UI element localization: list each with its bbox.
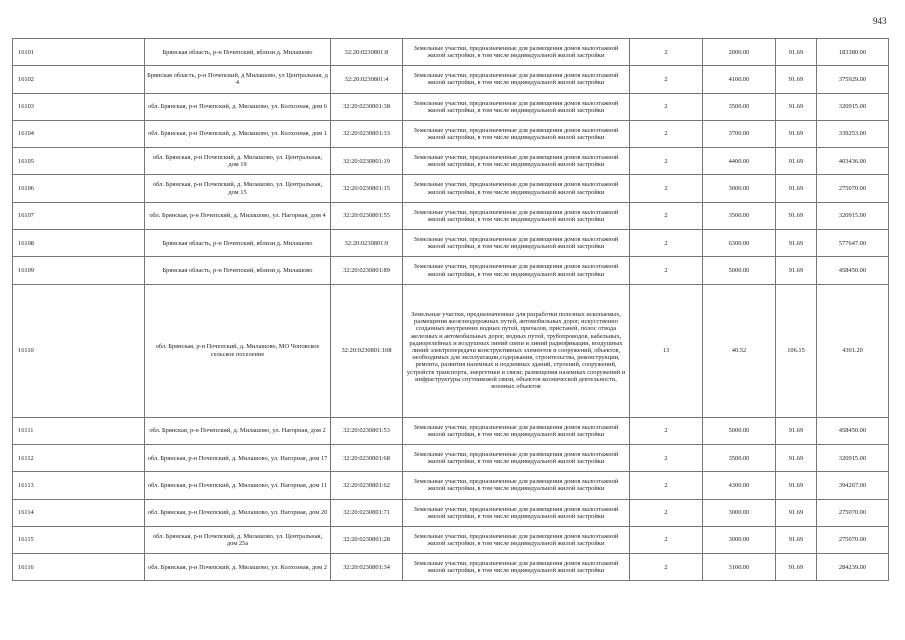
cadastral-number-cell: 32:20:0230801:71 <box>331 499 403 526</box>
cadastral-number-cell: 32:20:0230801:9 <box>331 230 403 257</box>
cadastral-number-cell: 32:20:0230801:33 <box>331 120 403 147</box>
cadastral-number-cell: 32:20:0230801:38 <box>331 93 403 120</box>
cadastral-number-cell: 32:20:0230801:62 <box>331 472 403 499</box>
cadastral-number-cell: 32:20:0230801:55 <box>331 202 403 229</box>
area-cell: 3000.00 <box>703 499 776 526</box>
group-code-cell: 2 <box>630 202 703 229</box>
table-row <box>13 417 889 444</box>
page-number: 943 <box>873 16 887 26</box>
cadastral-value-cell: 577647.00 <box>817 230 889 257</box>
address-cell: обл. Брянская, р-н Почепский, д. Милашово, ул. Центральная, дом 19 <box>145 148 331 175</box>
group-code-cell: 2 <box>630 444 703 471</box>
cadastral-value-cell: 4301.20 <box>817 284 889 417</box>
area-cell: 5000.00 <box>703 417 776 444</box>
area-cell: 4100.00 <box>703 66 776 93</box>
cadastral-value-cell: 403436.00 <box>817 148 889 175</box>
cadastral-value-cell: 275070.00 <box>817 499 889 526</box>
specific-value-cell: 91.69 <box>776 417 817 444</box>
land-use-category-cell: Земельные участки, предназначенные для размещения домов малоэтажной жилой застройки, в том числе индивидуальной жилой застройки <box>403 148 630 175</box>
record-number: 16110 <box>13 284 145 417</box>
table-row <box>13 284 889 417</box>
table-row <box>13 120 889 147</box>
cadastral-value-cell: 275070.00 <box>817 175 889 202</box>
specific-value-cell: 91.69 <box>776 444 817 471</box>
land-use-category-cell: Земельные участки, предназначенные для размещения домов малоэтажной жилой застройки, в том числе индивидуальной жилой застройки <box>403 66 630 93</box>
cadastral-value-cell: 458450.00 <box>817 417 889 444</box>
record-number: 16115 <box>13 526 145 553</box>
specific-value-cell: 91.69 <box>776 499 817 526</box>
record-number: 16101 <box>13 39 145 66</box>
area-cell: 2000.00 <box>703 39 776 66</box>
area-cell: 3000.00 <box>703 526 776 553</box>
record-number: 16114 <box>13 499 145 526</box>
address-cell: обл. Брянская, р-н Почепский, д. Милашово, ул. Нагорная, дом 17 <box>145 444 331 471</box>
cadastral-value-cell: 375929.00 <box>817 66 889 93</box>
group-code-cell: 2 <box>630 526 703 553</box>
cadastral-value-cell: 275070.00 <box>817 526 889 553</box>
group-code-cell: 2 <box>630 175 703 202</box>
group-code-cell: 2 <box>630 472 703 499</box>
specific-value-cell: 91.69 <box>776 202 817 229</box>
table-row <box>13 230 889 257</box>
land-use-category-cell: Земельные участки, предназначенные для размещения домов малоэтажной жилой застройки, в том числе индивидуальной жилой застройки <box>403 202 630 229</box>
cadastral-value-cell: 320915.00 <box>817 444 889 471</box>
specific-value-cell: 91.69 <box>776 93 817 120</box>
cadastral-number-cell: 32:20:0230801:8 <box>331 39 403 66</box>
address-cell: Брянская область, р-н Почепский, вблизи д. Милашово <box>145 257 331 284</box>
cadastral-value-cell: 394267.00 <box>817 472 889 499</box>
cadastral-number-cell: 32:20:0230801:28 <box>331 526 403 553</box>
land-use-category-cell: Земельные участки, предназначенные для размещения домов малоэтажной жилой застройки, в том числе индивидуальной жилой застройки <box>403 554 630 581</box>
specific-value-cell: 91.69 <box>776 472 817 499</box>
group-code-cell: 2 <box>630 499 703 526</box>
specific-value-cell: 106.15 <box>776 284 817 417</box>
address-cell: обл. Брянская, р-н Почепский, д. Милашово, ул. Колхозная, дом 1 <box>145 120 331 147</box>
cadastral-value-cell: 284239.00 <box>817 554 889 581</box>
cadastral-number-cell: 32:20:0230801:53 <box>331 417 403 444</box>
group-code-cell: 2 <box>630 148 703 175</box>
group-code-cell: 2 <box>630 230 703 257</box>
specific-value-cell: 91.69 <box>776 39 817 66</box>
record-number: 16105 <box>13 148 145 175</box>
record-number: 16107 <box>13 202 145 229</box>
table-row <box>13 175 889 202</box>
address-cell: обл. Брянская, р-н Почепский, д. Милашово, ул. Центральная, дом 15 <box>145 175 331 202</box>
area-cell: 4300.00 <box>703 472 776 499</box>
cadastral-number-cell: 32:20:0230801:89 <box>331 257 403 284</box>
area-cell: 3500.00 <box>703 444 776 471</box>
table-row <box>13 202 889 229</box>
table-row <box>13 66 889 93</box>
land-use-category-cell: Земельные участки, предназначенные для размещения домов малоэтажной жилой застройки, в том числе индивидуальной жилой застройки <box>403 93 630 120</box>
table-row <box>13 499 889 526</box>
area-cell: 5000.00 <box>703 257 776 284</box>
record-number: 16108 <box>13 230 145 257</box>
land-use-category-cell: Земельные участки, предназначенные для размещения домов малоэтажной жилой застройки, в том числе индивидуальной жилой застройки <box>403 175 630 202</box>
record-number: 16103 <box>13 93 145 120</box>
area-cell: 3500.00 <box>703 202 776 229</box>
table-row <box>13 39 889 66</box>
record-number: 16109 <box>13 257 145 284</box>
table-row <box>13 526 889 553</box>
group-code-cell: 2 <box>630 417 703 444</box>
land-use-category-cell: Земельные участки, предназначенные для размещения домов малоэтажной жилой застройки, в том числе индивидуальной жилой застройки <box>403 120 630 147</box>
cadastral-number-cell: 32:20:0230801:68 <box>331 444 403 471</box>
cadastral-value-cell: 320915.00 <box>817 93 889 120</box>
address-cell: обл. Брянская, р-н Почепский, д. Милашово, ул. Центральная, дом 25а <box>145 526 331 553</box>
group-code-cell: 2 <box>630 93 703 120</box>
specific-value-cell: 91.69 <box>776 66 817 93</box>
cadastral-value-cell: 183380.00 <box>817 39 889 66</box>
specific-value-cell: 91.69 <box>776 230 817 257</box>
group-code-cell: 2 <box>630 554 703 581</box>
specific-value-cell: 91.69 <box>776 148 817 175</box>
record-number: 16104 <box>13 120 145 147</box>
cadastral-number-cell: 32:20:0230801:15 <box>331 175 403 202</box>
specific-value-cell: 91.69 <box>776 120 817 147</box>
cadastral-value-cell: 320915.00 <box>817 202 889 229</box>
table-row <box>13 554 889 581</box>
table-body <box>13 39 889 581</box>
group-code-cell: 2 <box>630 39 703 66</box>
land-use-category-cell: Земельные участки, предназначенные для размещения домов малоэтажной жилой застройки, в том числе индивидуальной жилой застройки <box>403 526 630 553</box>
area-cell: 6300.00 <box>703 230 776 257</box>
record-number: 16102 <box>13 66 145 93</box>
address-cell: Брянская область, р-н Почепский, д Милашово, ул Центральная, д 4 <box>145 66 331 93</box>
cadastral-value-cell: 458450.00 <box>817 257 889 284</box>
land-use-category-cell: Земельные участки, предназначенные для размещения домов малоэтажной жилой застройки, в том числе индивидуальной жилой застройки <box>403 230 630 257</box>
land-use-category-cell: Земельные участки, предназначенные для размещения домов малоэтажной жилой застройки, в том числе индивидуальной жилой застройки <box>403 257 630 284</box>
group-code-cell: 13 <box>630 284 703 417</box>
specific-value-cell: 91.69 <box>776 526 817 553</box>
group-code-cell: 2 <box>630 257 703 284</box>
area-cell: 3500.00 <box>703 93 776 120</box>
cadastral-number-cell: 32:20:0230801:34 <box>331 554 403 581</box>
land-use-category-cell: Земельные участки, предназначенные для размещения домов малоэтажной жилой застройки, в том числе индивидуальной жилой застройки <box>403 444 630 471</box>
address-cell: Брянская область, р-н Почепский, вблизи д. Милашово <box>145 39 331 66</box>
address-cell: Брянская область, р-н Почепский, вблизи д. Милашово <box>145 230 331 257</box>
specific-value-cell: 91.69 <box>776 554 817 581</box>
record-number: 16116 <box>13 554 145 581</box>
address-cell: обл. Брянская, р-н Почепский, д. Милашово, ул. Нагорная, дом 11 <box>145 472 331 499</box>
record-number: 16106 <box>13 175 145 202</box>
cadastral-number-cell: 32:20:0230801:108 <box>331 284 403 417</box>
address-cell: обл. Брянская, р-н Почепский, д. Милашово, ул. Колхозная, дом 2 <box>145 554 331 581</box>
area-cell: 3000.00 <box>703 175 776 202</box>
address-cell: обл. Брянская, р-н Почепский, д. Милашово, ул. Нагорная, дом 2 <box>145 417 331 444</box>
land-use-category-cell: Земельные участки, предназначенные для разработки полезных ископаемых, размещения железнодорожных путей, автомобильных дорог, искусственно созданных внутренних водных путей, причалов, пристаней, полос отвода железных и автомобильных дорог, водных путей, трубопроводов, кабельных, радиорелейных и воздушных линий связи и линий радиофикации, воздушных линий электропередачи конструктивных элементов и сооружений, объектов, необходимых для эксплуатации,содержания, строительства, реконструкции, ремонта, развития наземных и подземных зданий, строений, сооружений, устройств транспорта, энергетики и связи; размещения наземных сооружений и инфраструктуры спутниковой связи, объектов космической деятельности, военных объектов <box>403 284 630 417</box>
address-cell: обл. Брянская, р-н Почепский, д. Милашово, ул. Колхозная, дом 6 <box>145 93 331 120</box>
specific-value-cell: 91.69 <box>776 257 817 284</box>
land-use-category-cell: Земельные участки, предназначенные для размещения домов малоэтажной жилой застройки, в том числе индивидуальной жилой застройки <box>403 39 630 66</box>
cadastral-value-table <box>12 38 889 581</box>
area-cell: 3100.00 <box>703 554 776 581</box>
group-code-cell: 2 <box>630 120 703 147</box>
table-row <box>13 444 889 471</box>
record-number: 16113 <box>13 472 145 499</box>
address-cell: обл. Брянская, р-н Почепский, д. Милашово, ул. Нагорная, дом 4 <box>145 202 331 229</box>
table-row <box>13 148 889 175</box>
specific-value-cell: 91.69 <box>776 175 817 202</box>
cadastral-number-cell: 32:20:0230801:19 <box>331 148 403 175</box>
cadastral-number-cell: 32:20:0230801:4 <box>331 66 403 93</box>
address-cell: обл. Брянская, р-н Почепский, д. Милашово, ул. Нагорная, дом 20 <box>145 499 331 526</box>
table-row <box>13 257 889 284</box>
record-number: 16111 <box>13 417 145 444</box>
cadastral-value-cell: 339253.00 <box>817 120 889 147</box>
area-cell: 3700.00 <box>703 120 776 147</box>
table-row <box>13 472 889 499</box>
land-use-category-cell: Земельные участки, предназначенные для размещения домов малоэтажной жилой застройки, в том числе индивидуальной жилой застройки <box>403 472 630 499</box>
group-code-cell: 2 <box>630 66 703 93</box>
record-number: 16112 <box>13 444 145 471</box>
land-use-category-cell: Земельные участки, предназначенные для размещения домов малоэтажной жилой застройки, в том числе индивидуальной жилой застройки <box>403 417 630 444</box>
area-cell: 4400.00 <box>703 148 776 175</box>
address-cell: обл. Брянская, р-н Почепский, д. Милашово, МО Чоповское сельское поселение <box>145 284 331 417</box>
area-cell: 40.52 <box>703 284 776 417</box>
table-row <box>13 93 889 120</box>
land-use-category-cell: Земельные участки, предназначенные для размещения домов малоэтажной жилой застройки, в том числе индивидуальной жилой застройки <box>403 499 630 526</box>
